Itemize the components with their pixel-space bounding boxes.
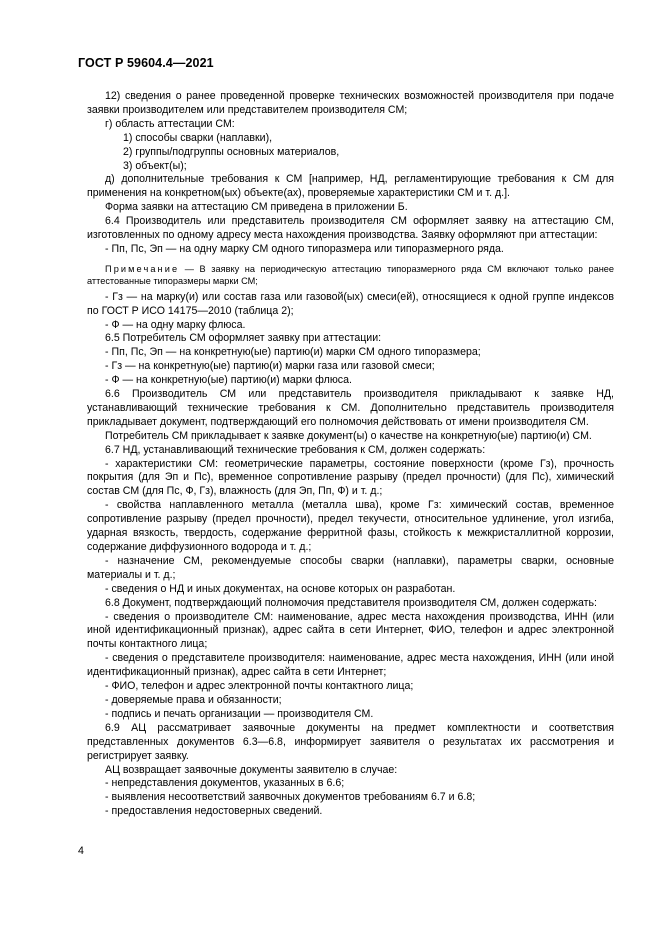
paragraph: 6.6 Производитель СМ или представитель производителя прикладывают к заявке НД, устанавливающий технические требования к СМ. Дополнительно представитель производителя прикладывает документ, подтверждающий его полномочия действовать от имени производителя СМ. <box>87 388 614 428</box>
paragraph: 6.5 Потребитель СМ оформляет заявку при аттестации: <box>105 332 382 345</box>
list-item: - Гз — на конкретную(ые) партию(и) марки газа или газовой смеси; <box>105 360 435 373</box>
list-item: - ФИО, телефон и адрес электронной почты контактного лица; <box>105 680 414 693</box>
list-item: - сведения о представителе производителя: наименование, адрес места нахождения, ИНН (или иной идентификационный признак), адрес сайта в сети Интернет; <box>87 652 614 679</box>
page-header: ГОСТ Р 59604.4—2021 <box>78 56 214 70</box>
note-label: Примечание <box>105 263 180 274</box>
list-item: - Ф — на одну марку флюса. <box>105 318 246 331</box>
list-item: - Пп, Пс, Эп — на конкретную(ые) партию(и) марки СМ одного типоразмера; <box>105 346 481 359</box>
list-item: - Ф — на конкретную(ые) партию(и) марки флюса. <box>105 374 352 387</box>
list-item: - Гз — на марку(и) или состав газа или газовой(ых) смеси(ей), относящиеся к одной группе индексов по ГОСТ Р ИСО 14175—2010 (таблица 2); <box>87 290 614 317</box>
paragraph: Потребитель СМ прикладывает к заявке документ(ы) о качестве на конкретную(ые) партию(и) СМ. <box>105 429 592 442</box>
list-item: - сведения о НД и иных документах, на основе которых он разработан. <box>105 582 456 595</box>
paragraph: Форма заявки на аттестацию СМ приведена в приложении Б. <box>105 201 408 214</box>
list-item: 2) группы/подгруппы основных материалов, <box>123 145 340 158</box>
paragraph: 6.7 НД, устанавливающий технические требования к СМ, должен содержать: <box>105 443 486 456</box>
paragraph: 12) сведения о ранее проведенной проверке технических возможностей производителя при подаче заявки производителем или представителем производителя СМ; <box>87 90 614 116</box>
list-item: - подпись и печать организации — производителя СМ. <box>105 707 374 720</box>
list-item: - предоставления недостоверных сведений. <box>105 805 323 818</box>
list-item: - Пп, Пс, Эп — на одну марку СМ одного типоразмера или типоразмерного ряда. <box>105 242 504 255</box>
paragraph: д) дополнительные требования к СМ [например, НД, регламентирующие требования к СМ для применения на конкретном(ых) объекте(ах), проверяемые характеристики СМ и т. д.]. <box>87 173 614 200</box>
paragraph: 6.8 Документ, подтверждающий полномочия представителя производителя СМ, должен содержать: <box>105 596 597 609</box>
list-item: - назначение СМ, рекомендуемые способы сварки (наплавки), параметры сварки, основные материалы и т. д.; <box>87 554 614 581</box>
list-item: - доверяемые права и обязанности; <box>105 693 282 706</box>
list-item: - характеристики СМ: геометрические параметры, состояние поверхности (кроме Гз), прочность покрытия (для Эп и Пс), временное сопротивление разрыву (предел прочности) (для Пс), химический состав СМ (для Пс, Ф, Гз), влажность (для Эп, Пп, Ф) и т. д.; <box>87 457 614 498</box>
note <box>87 263 614 288</box>
paragraph: г) область аттестации СМ: <box>105 117 235 130</box>
note-text: — В заявку на периодическую аттестацию типоразмерного ряда СМ включают только ранее аттестованные типоразмеры марки СМ; <box>87 263 614 287</box>
paragraph: 6.4 Производитель или представитель производителя СМ оформляет заявку на аттестацию СМ, изготовленных по одному адресу места нахождения производства. Заявку оформляют при аттестации: <box>87 215 614 242</box>
list-item: 3) объект(ы); <box>123 159 187 172</box>
list-item: - сведения о производителе СМ: наименование, адрес места нахождения производства, ИНН (или иной идентификационный признак), адрес сайта в сети Интернет, ФИО, телефон и адрес электронной почты контактного лица; <box>87 610 614 651</box>
list-item: - непредставления документов, указанных в 6.6; <box>105 777 345 790</box>
page-number: 4 <box>78 845 84 857</box>
list-item: 1) способы сварки (наплавки), <box>123 131 273 144</box>
paragraph: АЦ возвращает заявочные документы заявителю в случае: <box>105 763 398 776</box>
list-item: - выявления несоответствий заявочных документов требованиям 6.7 и 6.8; <box>105 791 476 804</box>
paragraph: 6.9 АЦ рассматривает заявочные документы на предмет комплектности и соответствия представленных документов 6.3—6.8, информирует заявителя о результатах их рассмотрения и регистрирует заявку. <box>87 721 614 762</box>
document-body <box>87 90 614 819</box>
list-item: - свойства наплавленного металла (металла шва), кроме Гз: химический состав, временное сопротивление разрыву (предел прочности), предел текучести, относительное удлинение, угол изгиба, ударная вязкость, твердость, содержание ферритной фазы, стойкость к межкристаллитной коррозии, содержание диффузионного водорода и т. д.; <box>87 499 614 553</box>
